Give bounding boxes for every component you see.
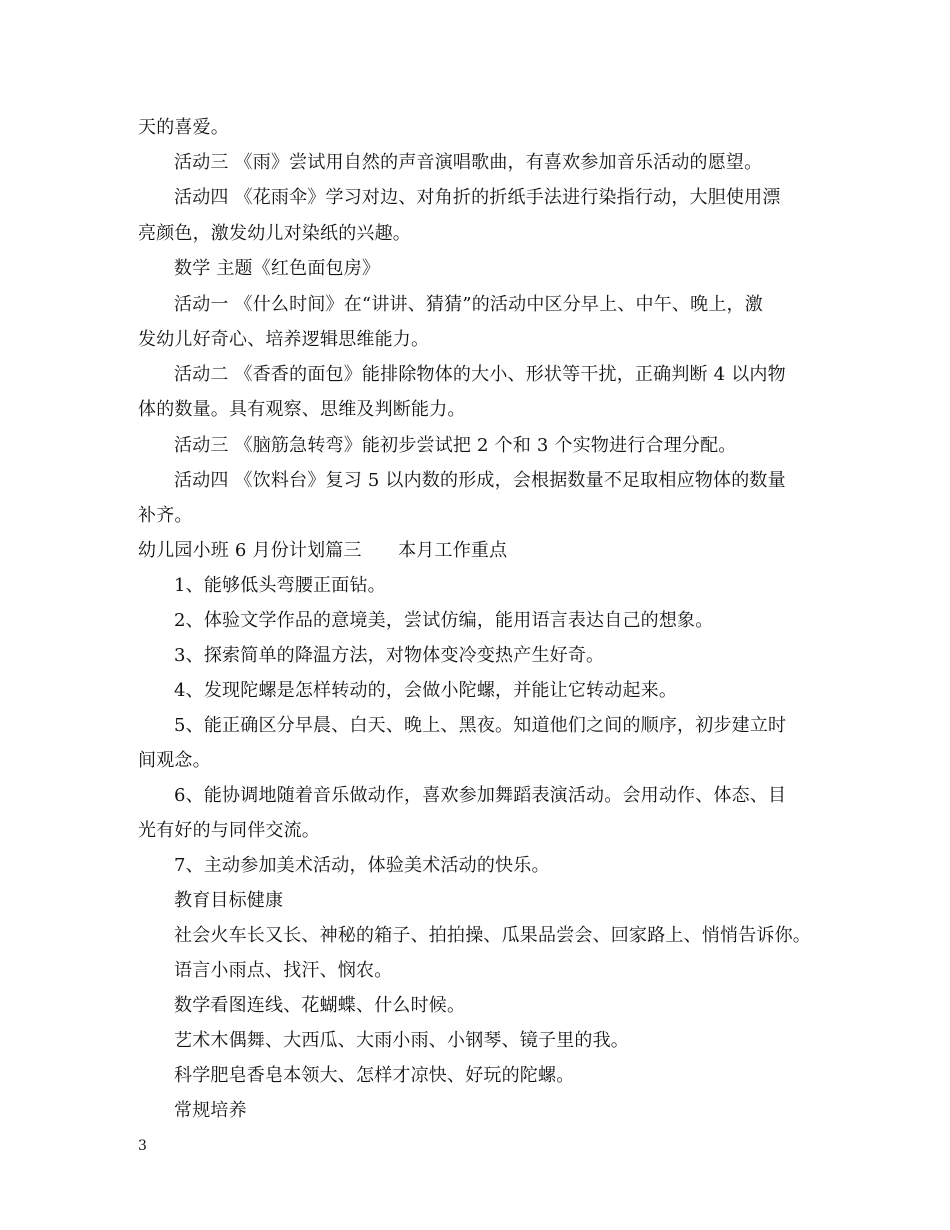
text-line-5: 数学 主题《红色面包房》 [174,258,381,279]
page-number: 3 [138,1138,147,1154]
text-line-29: 常规培养 [174,1100,247,1121]
text-line-23: 教育目标健康 [174,890,284,911]
text-line-2: 活动三 《雨》尝试用自然的声音演唱歌曲，有喜欢参加音乐活动的愿望。 [174,152,763,173]
text-line-1: 天的喜爱。 [138,117,229,138]
text-line-3: 活动四 《花雨伞》学习对边、对角折的折纸手法进行染指行动，大胆使用漂 [174,187,781,208]
text-line-17: 4、发现陀螺是怎样转动的，会做小陀螺，并能让它转动起来。 [174,680,678,701]
text-line-22: 7、主动参加美术活动，体验美术活动的快乐。 [174,855,550,876]
text-line-9: 体的数量。具有观察、思维及判断能力。 [138,399,466,420]
text-line-27: 艺术木偶舞、大西瓜、大雨小雨、小钢琴、镜子里的我。 [174,1030,629,1051]
text-line-26: 数学看图连线、花蝴蝶、什么时候。 [174,995,466,1016]
text-line-14: 1、能够低头弯腰正面钻。 [174,575,386,596]
section-heading: 幼儿园小班 6 月份计划篇三 本月工作重点 [138,540,508,561]
text-line-8: 活动二 《香香的面包》能排除物体的大小、形状等干扰，正确判断 4 以内物 [174,364,786,385]
text-line-19: 间观念。 [138,750,211,771]
text-line-16: 3、探索简单的降温方法，对物体变冷变热产生好奇。 [174,645,605,666]
text-line-24: 社会火车长又长、神秘的箱子、拍拍操、瓜果品尝会、回家路上、悄悄告诉你。 [174,925,811,946]
text-line-4: 亮颜色，激发幼儿对染纸的兴趣。 [138,223,411,244]
text-line-11: 活动四 《饮料台》复习 5 以内数的形成，会根据数量不足取相应物体的数量 [174,470,786,491]
text-line-10: 活动三 《脑筋急转弯》能初步尝试把 2 个和 3 个实物进行合理分配。 [174,435,737,456]
text-line-18: 5、能正确区分早晨、白天、晚上、黑夜。知道他们之间的顺序，初步建立时 [174,715,787,736]
text-line-7: 发幼儿好奇心、培养逻辑思维能力。 [138,329,430,350]
text-line-15: 2、体验文学作品的意境美，尝试仿编，能用语言表达自己的想象。 [174,610,714,631]
text-line-28: 科学肥皂香皂本领大、怎样才凉快、好玩的陀螺。 [174,1065,575,1086]
text-line-20: 6、能协调地随着音乐做动作，喜欢参加舞蹈表演活动。会用动作、体态、目 [174,785,787,806]
text-line-25: 语言小雨点、找汗、悯农。 [174,960,393,981]
text-line-21: 光有好的与同伴交流。 [138,820,320,841]
text-line-12: 补齐。 [138,505,193,526]
text-line-6: 活动一 《什么时间》在“讲讲、猜猜”的活动中区分早上、中午、晚上，激 [174,294,763,315]
